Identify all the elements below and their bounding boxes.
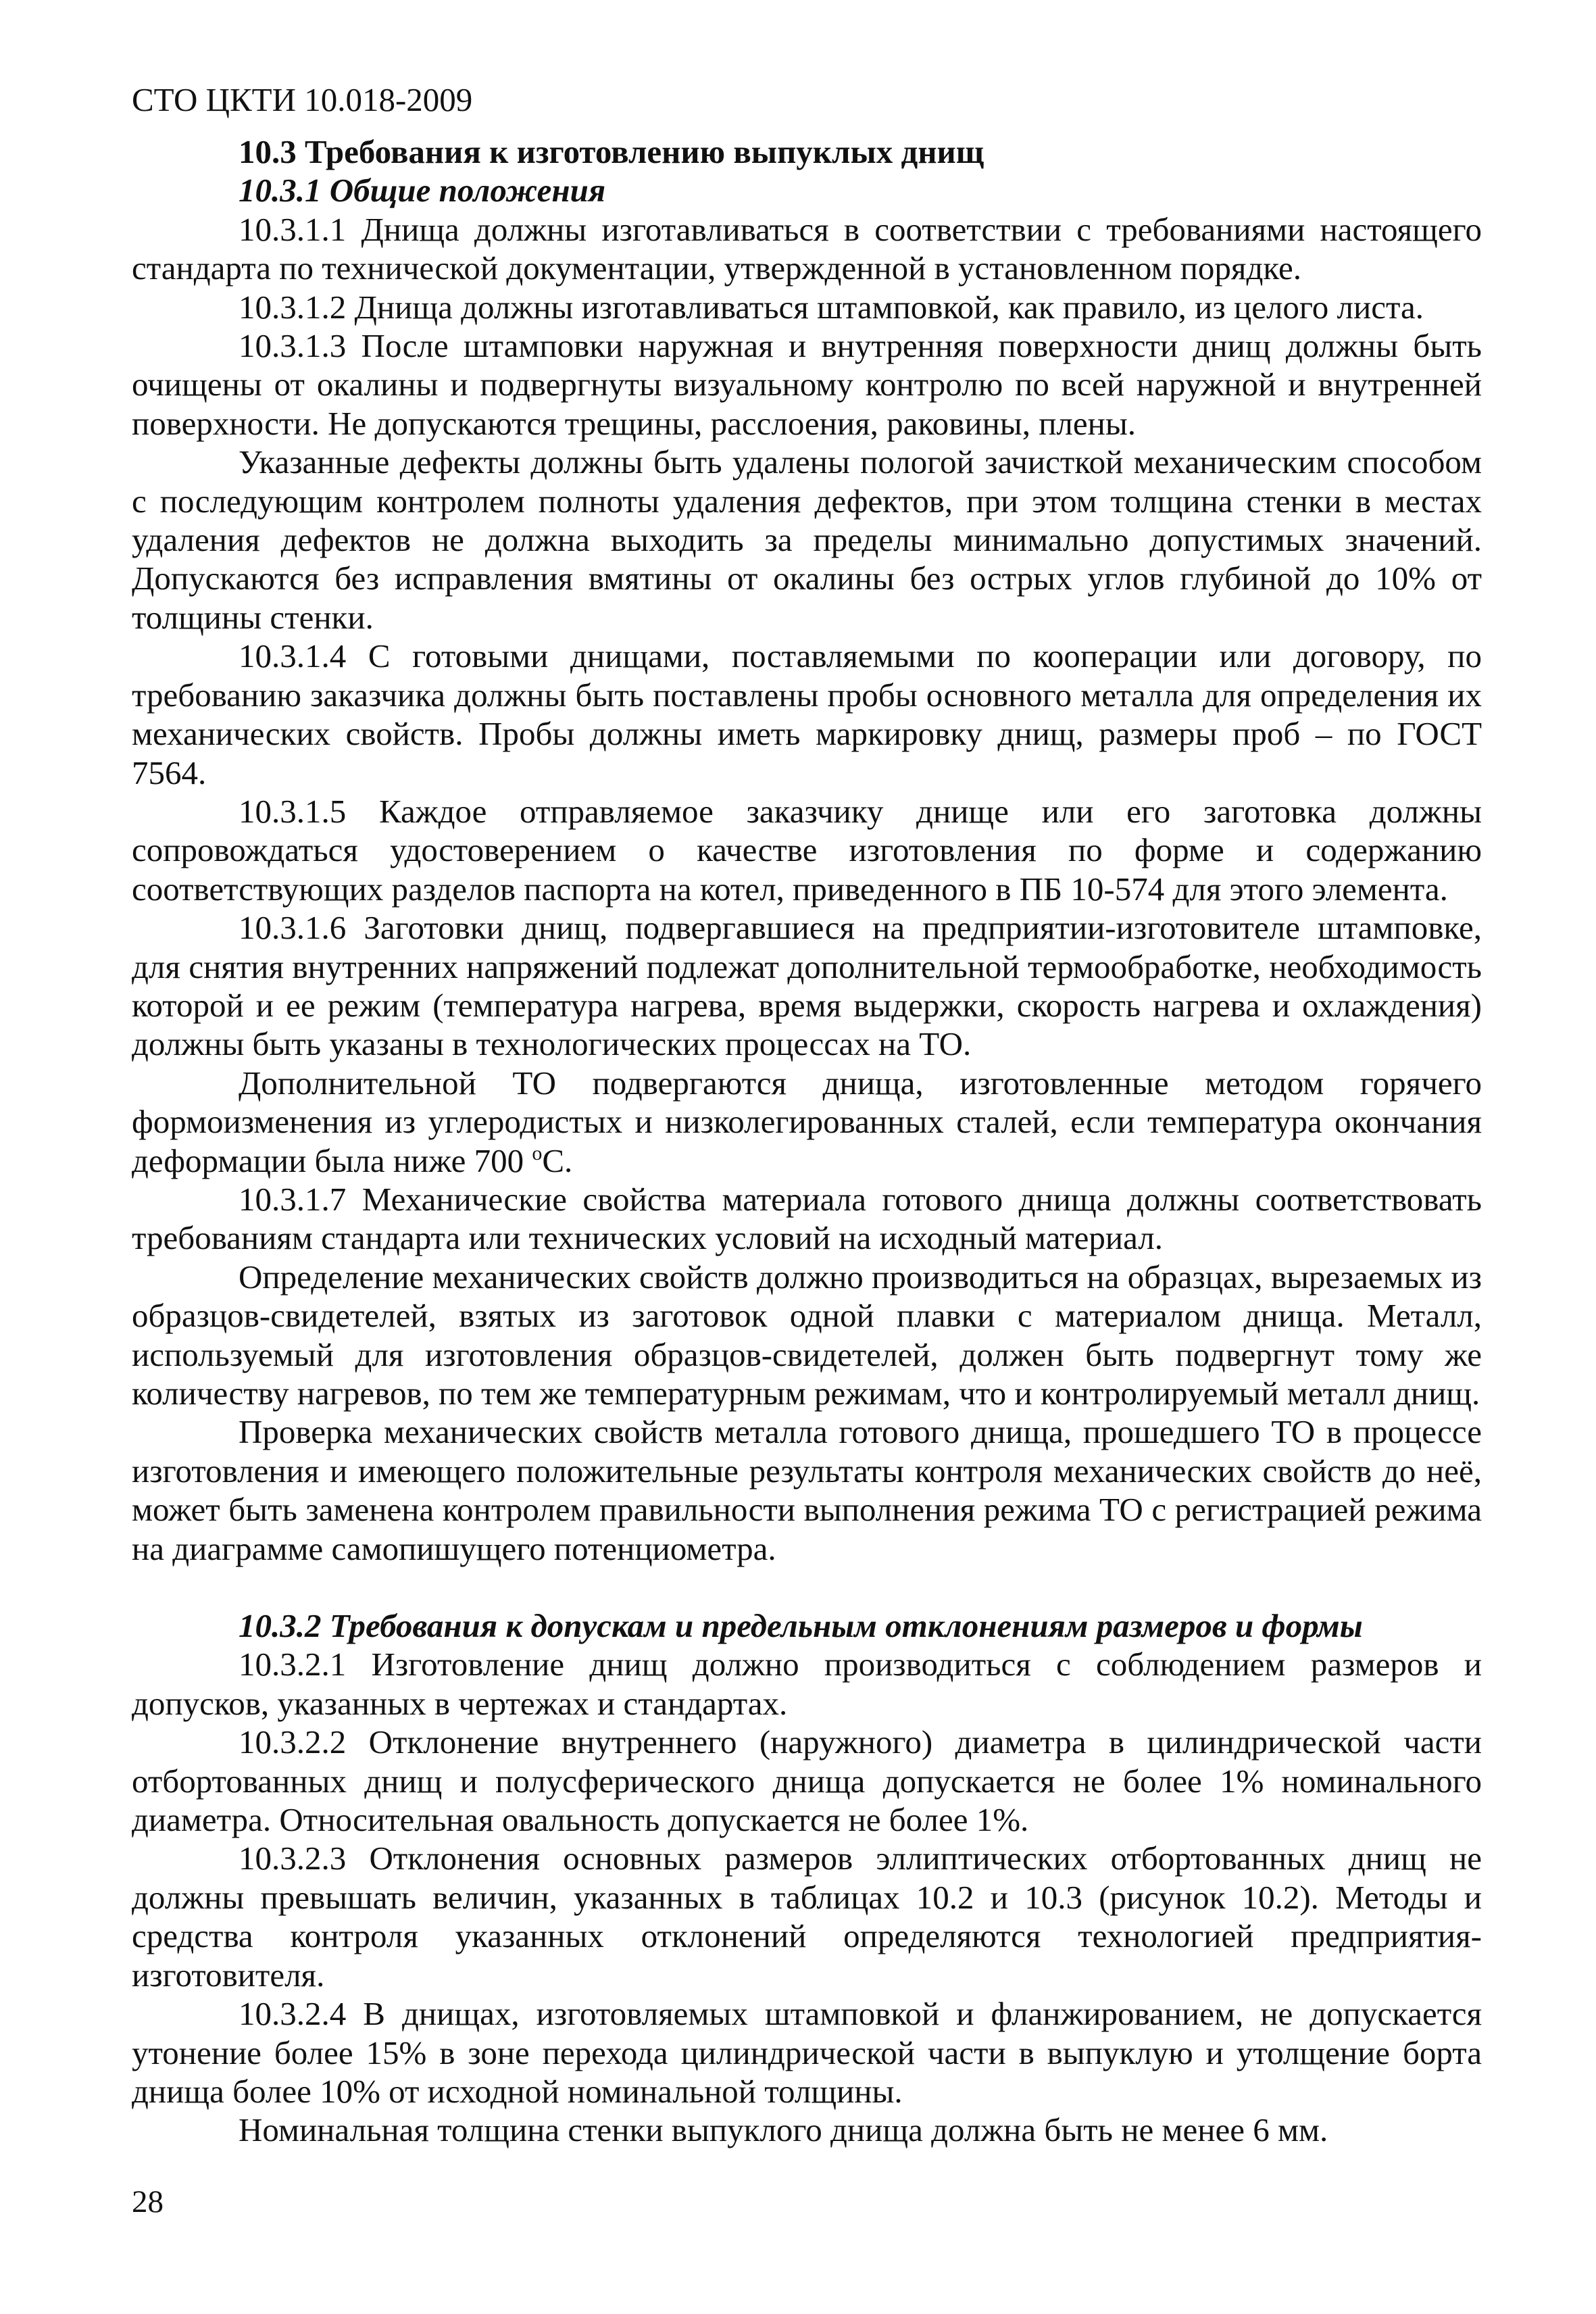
clause-10-3-2-2: 10.3.2.2 Отклонение внутреннего (наружного) диаметра в цилиндрической части отбортованных днищ и полусферического днища допускается не более 1% номинального диаметра. Относительная овальность допускается не более 1%. <box>132 1723 1482 1839</box>
degree-mark: o <box>532 1141 543 1164</box>
page-number: 28 <box>132 2184 164 2219</box>
section-heading-10-3: 10.3 Требования к изготовлению выпуклых днищ <box>239 133 984 170</box>
clause-10-3-1-4: 10.3.1.4 С готовыми днищами, поставляемыми по кооперации или договору, по требованию заказчика должны быть поставлены пробы основного металла для определения их механических свойств. Пробы должны иметь маркировку днищ, размеры проб – по ГОСТ 7564. <box>132 637 1482 791</box>
paragraph-mechanical-testing: Определение механических свойств должно производиться на образцах, вырезаемых из образцов-свидетелей, взятых из заготовок одной плавки с материалом днища. Металл, используемый для изготовления образцов-свидетелей, должен быть подвергнут тому же количеству нагревов, по тем же температурным режимам, что и контролируемый металл днищ. <box>132 1258 1482 1412</box>
document-code: СТО ЦКТИ 10.018-2009 <box>132 81 473 118</box>
clause-10-3-1-5: 10.3.1.5 Каждое отправляемое заказчику днище или его заготовка должны сопровождаться удостоверением о качестве изготовления по форме и содержанию соответствующих разделов паспорта на котел, приведенного в ПБ 10-574 для этого элемента. <box>132 792 1482 908</box>
clause-10-3-2-1: 10.3.2.1 Изготовление днищ должно производиться с соблюдением размеров и допусков, указанных в чертежах и стандартах. <box>132 1646 1482 1722</box>
heat-treatment-text: Дополнительной ТО подвергаются днища, изготовленные методом горячего формоизменения из углеродистых и низколегированных сталей, если температура окончания деформации была ниже 700 <box>132 1064 1482 1179</box>
clause-10-3-1-3: 10.3.1.3 После штамповки наружная и внутренняя поверхности днищ должны быть очищены от окалины и подвергнуты визуальному контролю по всей наружной и внутренней поверхности. Не допускаются трещины, расслоения, раковины, плены. <box>132 327 1482 442</box>
subsection-heading-10-3-2: 10.3.2 Требования к допускам и предельным отклонениям размеров и формы <box>239 1607 1363 1645</box>
clause-10-3-2-4: 10.3.2.4 В днищах, изготовляемых штамповкой и фланжированием, не допускается утонение более 15% в зоне перехода цилиндрической части в выпуклую и утолщение борта днища более 10% от исходной номинальной толщины. <box>132 1995 1482 2110</box>
temperature-unit: С. <box>542 1141 573 1179</box>
clause-10-3-1-2: 10.3.1.2 Днища должны изготавливаться штамповкой, как правило, из целого листа. <box>239 288 1424 326</box>
clause-10-3-1-7: 10.3.1.7 Механические свойства материала готового днища должны соответствовать требованиям стандарта или технических условий на исходный материал. <box>132 1180 1482 1257</box>
paragraph-defect-removal: Указанные дефекты должны быть удалены пологой зачисткой механическим способом с последующим контролем полноты удаления дефектов, при этом толщина стенки в местах удаления дефектов не должна выходить за пределы минимально допустимых значений. Допускаются без исправления вмятины от окалины без острых углов глубиной до 10% от толщины стенки. <box>132 443 1482 636</box>
clause-10-3-2-3: 10.3.2.3 Отклонения основных размеров эллиптических отбортованных днищ не должны превышать величин, указанных в таблицах 10.2 и 10.3 (рисунок 10.2). Методы и средства контроля указанных отклонений определяются технологией предприятия-изготовителя. <box>132 1840 1482 1994</box>
subsection-heading-10-3-1: 10.3.1 Общие положения <box>239 172 606 210</box>
clause-10-3-1-6: 10.3.1.6 Заготовки днищ, подвергавшиеся на предприятии-изготовителе штамповке, для снятия внутренних напряжений подлежат дополнительной термообработке, необходимость которой и ее режим (температура нагрева, время выдержки, скорость нагрева и охлаждения) должны быть указаны в технологических процессах на ТО. <box>132 909 1482 1063</box>
page-content <box>132 132 1482 2150</box>
paragraph-additional-heat-treatment <box>132 1064 1482 1180</box>
clause-10-3-1-1: 10.3.1.1 Днища должны изготавливаться в соответствии с требованиями настоящего стандарта по технической документации, утвержденной в установленном порядке. <box>132 210 1482 287</box>
paragraph-mechanical-check: Проверка механических свойств металла готового днища, прошедшего ТО в процессе изготовления и имеющего положительные результаты контроля механических свойств до неё, может быть заменена контролем правильности выполнения режима ТО с регистрацией режима на диаграмме самопишущего потенциометра. <box>132 1413 1482 1567</box>
paragraph-nominal-thickness: Номинальная толщина стенки выпуклого днища должна быть не менее 6 мм. <box>239 2111 1328 2149</box>
section-spacer <box>132 1568 1482 1606</box>
